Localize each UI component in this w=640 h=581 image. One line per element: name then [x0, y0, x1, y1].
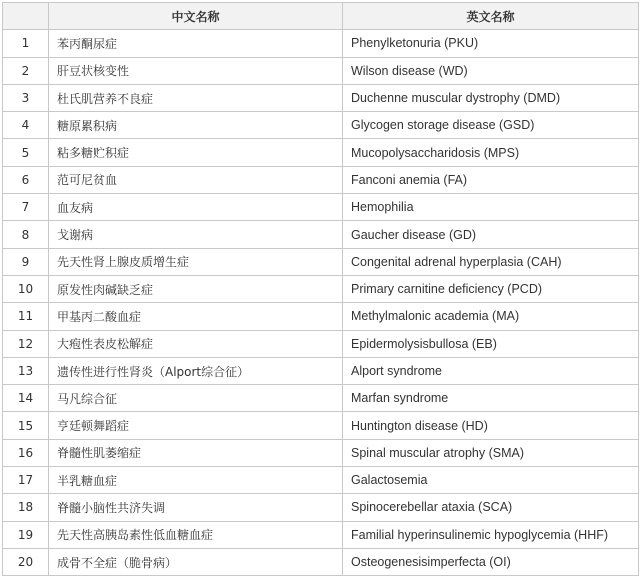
chinese-name-cell: 成骨不全症（脆骨病） [49, 548, 343, 575]
english-name-cell: Wilson disease (WD) [343, 57, 639, 84]
table-row [3, 330, 639, 357]
table-header-row [3, 3, 639, 30]
table-row [3, 412, 639, 439]
table-row [3, 467, 639, 494]
table-row [3, 385, 639, 412]
disease-name-table [2, 2, 639, 576]
english-name-cell: Phenylketonuria (PKU) [343, 30, 639, 57]
chinese-name-cell: 马凡综合征 [49, 385, 343, 412]
row-number: 4 [3, 112, 49, 139]
row-number: 16 [3, 439, 49, 466]
english-name-cell: Duchenne muscular dystrophy (DMD) [343, 84, 639, 111]
table-row [3, 548, 639, 575]
header-chinese-name: 中文名称 [49, 3, 343, 30]
chinese-name-cell: 糖原累积病 [49, 112, 343, 139]
table-row [3, 248, 639, 275]
chinese-name-cell: 杜氏肌营养不良症 [49, 84, 343, 111]
english-name-cell: Familial hyperinsulinemic hypoglycemia (HHF) [343, 521, 639, 548]
chinese-name-cell: 先天性肾上腺皮质增生症 [49, 248, 343, 275]
table-row [3, 439, 639, 466]
chinese-name-cell: 戈谢病 [49, 221, 343, 248]
table-row [3, 275, 639, 302]
english-name-cell: Marfan syndrome [343, 385, 639, 412]
chinese-name-cell: 粘多糖贮积症 [49, 139, 343, 166]
row-number: 8 [3, 221, 49, 248]
english-name-cell: Primary carnitine deficiency (PCD) [343, 275, 639, 302]
english-name-cell: Epidermolysisbullosa (EB) [343, 330, 639, 357]
english-name-cell: Alport syndrome [343, 357, 639, 384]
chinese-name-cell: 脊髓性肌萎缩症 [49, 439, 343, 466]
english-name-cell: Congenital adrenal hyperplasia (CAH) [343, 248, 639, 275]
english-name-cell: Osteogenesisimperfecta (OI) [343, 548, 639, 575]
english-name-cell: Methylmalonic academia (MA) [343, 303, 639, 330]
row-number: 19 [3, 521, 49, 548]
english-name-cell: Mucopolysaccharidosis (MPS) [343, 139, 639, 166]
table-row [3, 166, 639, 193]
row-number: 7 [3, 194, 49, 221]
row-number: 5 [3, 139, 49, 166]
header-number [3, 3, 49, 30]
english-name-cell: Gaucher disease (GD) [343, 221, 639, 248]
chinese-name-cell: 苯丙酮尿症 [49, 30, 343, 57]
english-name-cell: Spinal muscular atrophy (SMA) [343, 439, 639, 466]
row-number: 14 [3, 385, 49, 412]
chinese-name-cell: 范可尼贫血 [49, 166, 343, 193]
english-name-cell: Hemophilia [343, 194, 639, 221]
table-row [3, 494, 639, 521]
table-row [3, 194, 639, 221]
table-row [3, 30, 639, 57]
chinese-name-cell: 亨廷顿舞蹈症 [49, 412, 343, 439]
chinese-name-cell: 原发性肉碱缺乏症 [49, 275, 343, 302]
table-row [3, 521, 639, 548]
table-row [3, 357, 639, 384]
row-number: 18 [3, 494, 49, 521]
row-number: 3 [3, 84, 49, 111]
row-number: 17 [3, 467, 49, 494]
row-number: 15 [3, 412, 49, 439]
english-name-cell: Spinocerebellar ataxia (SCA) [343, 494, 639, 521]
chinese-name-cell: 血友病 [49, 194, 343, 221]
chinese-name-cell: 遗传性进行性肾炎（Alport综合征） [49, 357, 343, 384]
row-number: 20 [3, 548, 49, 575]
english-name-cell: Galactosemia [343, 467, 639, 494]
english-name-cell: Glycogen storage disease (GSD) [343, 112, 639, 139]
row-number: 2 [3, 57, 49, 84]
chinese-name-cell: 大疱性表皮松解症 [49, 330, 343, 357]
row-number: 1 [3, 30, 49, 57]
chinese-name-cell: 甲基丙二酸血症 [49, 303, 343, 330]
row-number: 11 [3, 303, 49, 330]
table-row [3, 303, 639, 330]
row-number: 6 [3, 166, 49, 193]
header-english-name: 英文名称 [343, 3, 639, 30]
table-row [3, 139, 639, 166]
chinese-name-cell: 脊髓小脑性共济失调 [49, 494, 343, 521]
chinese-name-cell: 肝豆状核变性 [49, 57, 343, 84]
row-number: 12 [3, 330, 49, 357]
table-row [3, 221, 639, 248]
english-name-cell: Huntington disease (HD) [343, 412, 639, 439]
table-row [3, 57, 639, 84]
disease-table-container [2, 2, 638, 576]
table-row [3, 112, 639, 139]
english-name-cell: Fanconi anemia (FA) [343, 166, 639, 193]
row-number: 9 [3, 248, 49, 275]
chinese-name-cell: 先天性高胰岛素性低血糖血症 [49, 521, 343, 548]
row-number: 10 [3, 275, 49, 302]
chinese-name-cell: 半乳糖血症 [49, 467, 343, 494]
row-number: 13 [3, 357, 49, 384]
table-row [3, 84, 639, 111]
